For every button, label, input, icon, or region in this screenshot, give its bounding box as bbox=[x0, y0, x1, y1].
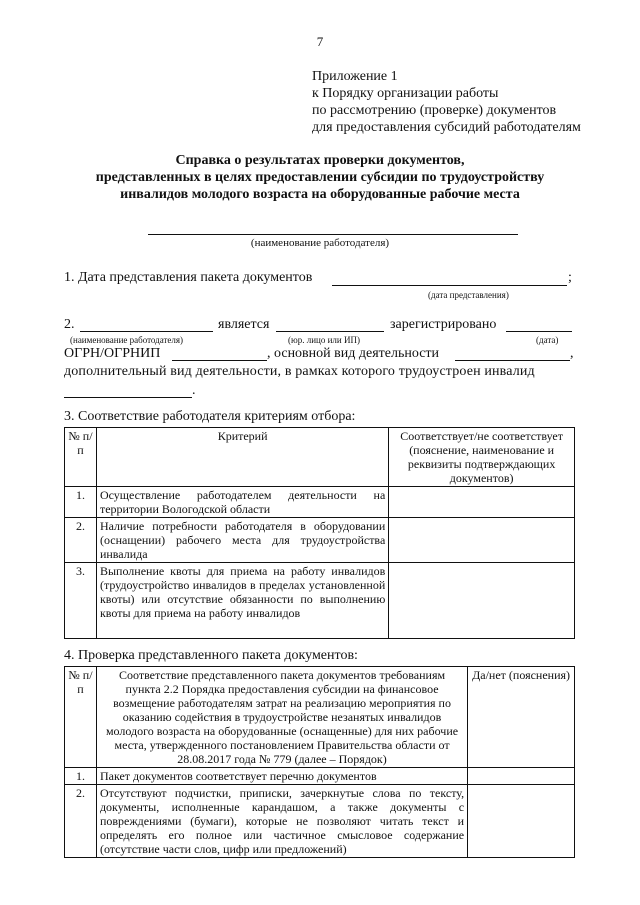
legal-type-field[interactable] bbox=[276, 331, 384, 332]
table-row bbox=[65, 768, 575, 785]
employer-name-field[interactable] bbox=[148, 234, 518, 235]
submission-date-caption: (дата представления) bbox=[428, 290, 509, 300]
row-num: 2. bbox=[65, 785, 97, 858]
row-num: 1. bbox=[65, 768, 97, 785]
appendix-line: к Порядку организации работы bbox=[312, 86, 499, 101]
submission-date-label: 1. Дата представления пакета документов bbox=[64, 270, 313, 285]
title-line: инвалидов молодого возраста на оборудованные рабочие места bbox=[120, 187, 520, 202]
employer-name-caption: (наименование работодателя) bbox=[250, 237, 390, 249]
appendix-line: по рассмотрению (проверке) документов bbox=[312, 103, 557, 118]
appendix-line: Приложение 1 bbox=[312, 69, 398, 84]
header-num: № п/п bbox=[65, 667, 97, 768]
legal-type-caption: (юр. лицо или ИП) bbox=[288, 335, 360, 345]
table-row bbox=[65, 487, 575, 518]
row-criterion: Наличие потребности работодателя в оборудовании (оснащении) рабочего места для трудоустройства инвалида bbox=[96, 518, 388, 563]
row-answer-input[interactable] bbox=[468, 785, 575, 858]
additional-activity-end: . bbox=[192, 383, 196, 398]
row-requirement: Отсутствуют подчистки, приписки, зачеркнутые слова по тексту, документы, исполненные карандашом, а также документы с повреждениями (бумаги), которые не позволяют читать текст и определять его полное или частичное смысловое содержание (отсутствие части слов, цифр или предложений) bbox=[96, 785, 467, 858]
submission-date-field[interactable] bbox=[332, 285, 567, 286]
row-criterion: Выполнение квоты для приема на работу инвалидов (трудоустройство инвалидов в пределах установленной квоты) или отсутствие обязанности по выполнению квоты для приема на работу инвалидов bbox=[96, 563, 388, 639]
table-row bbox=[65, 563, 575, 639]
item2-registered: зарегистрировано bbox=[390, 317, 497, 332]
main-activity-field[interactable] bbox=[455, 360, 570, 361]
appendix-header bbox=[312, 68, 581, 136]
header-criterion: Критерий bbox=[96, 428, 388, 487]
table-row bbox=[65, 518, 575, 563]
main-activity-end: , bbox=[570, 346, 574, 361]
item2-number: 2. bbox=[64, 317, 75, 332]
row-num: 2. bbox=[65, 518, 97, 563]
header-requirement: Соответствие представленного пакета документов требованиям пункта 2.2 Порядка предоставления субсидии на финансовое возмещение работодателям затрат на реализацию мероприятия по оказанию содействия в трудоустройстве незанятых инвалидов молодого возраста на оборудованные (оснащенные) для них рабочие места, утвержденного постановлением Правительства области от 28.08.2017 года № 779 (далее – Порядок) bbox=[96, 667, 467, 768]
employer-field[interactable] bbox=[80, 331, 213, 332]
row-answer-input[interactable] bbox=[468, 768, 575, 785]
table-row bbox=[65, 785, 575, 858]
row-requirement: Пакет документов соответствует перечню документов bbox=[96, 768, 467, 785]
row-criterion: Осуществление работодателем деятельности на территории Вологодской области bbox=[96, 487, 388, 518]
row-match-input[interactable] bbox=[389, 563, 575, 639]
header-match: Соответствует/не соответствует (пояснение, наименование и реквизиты подтверждающих документов) bbox=[389, 428, 575, 487]
row-num: 1. bbox=[65, 487, 97, 518]
section3-heading: 3. Соответствие работодателя критериям отбора: bbox=[64, 409, 356, 424]
registration-date-field[interactable] bbox=[506, 331, 572, 332]
ogrn-label: ОГРН/ОГРНИП bbox=[64, 346, 161, 361]
title-line: представленных в целях предоставлении субсидии по трудоустройству bbox=[95, 170, 545, 185]
employer-caption: (наименование работодателя) bbox=[70, 335, 184, 345]
item2-is: является bbox=[218, 317, 270, 332]
submission-date-end: ; bbox=[568, 270, 572, 285]
criteria-table bbox=[64, 427, 575, 639]
section4-heading: 4. Проверка представленного пакета документов: bbox=[64, 648, 358, 663]
main-activity-label: , основной вид деятельности bbox=[267, 346, 440, 361]
appendix-line: для предоставления субсидий работодателям bbox=[312, 120, 581, 135]
title-line: Справка о результатах проверки документов, bbox=[175, 153, 465, 168]
row-match-input[interactable] bbox=[389, 487, 575, 518]
ogrn-field[interactable] bbox=[172, 360, 267, 361]
document-title bbox=[40, 152, 600, 203]
additional-activity-label: дополнительный вид деятельности, в рамках которого трудоустроен инвалид bbox=[64, 364, 535, 379]
documents-table bbox=[64, 666, 575, 858]
row-match-input[interactable] bbox=[389, 518, 575, 563]
header-num: № п/п bbox=[65, 428, 97, 487]
page-number: 7 bbox=[316, 34, 324, 49]
registration-date-caption: (дата) bbox=[536, 335, 559, 345]
additional-activity-field[interactable] bbox=[64, 397, 192, 398]
row-num: 3. bbox=[65, 563, 97, 639]
table-header-row bbox=[65, 428, 575, 487]
header-answer: Да/нет (пояснения) bbox=[468, 667, 575, 768]
table-header-row bbox=[65, 667, 575, 768]
